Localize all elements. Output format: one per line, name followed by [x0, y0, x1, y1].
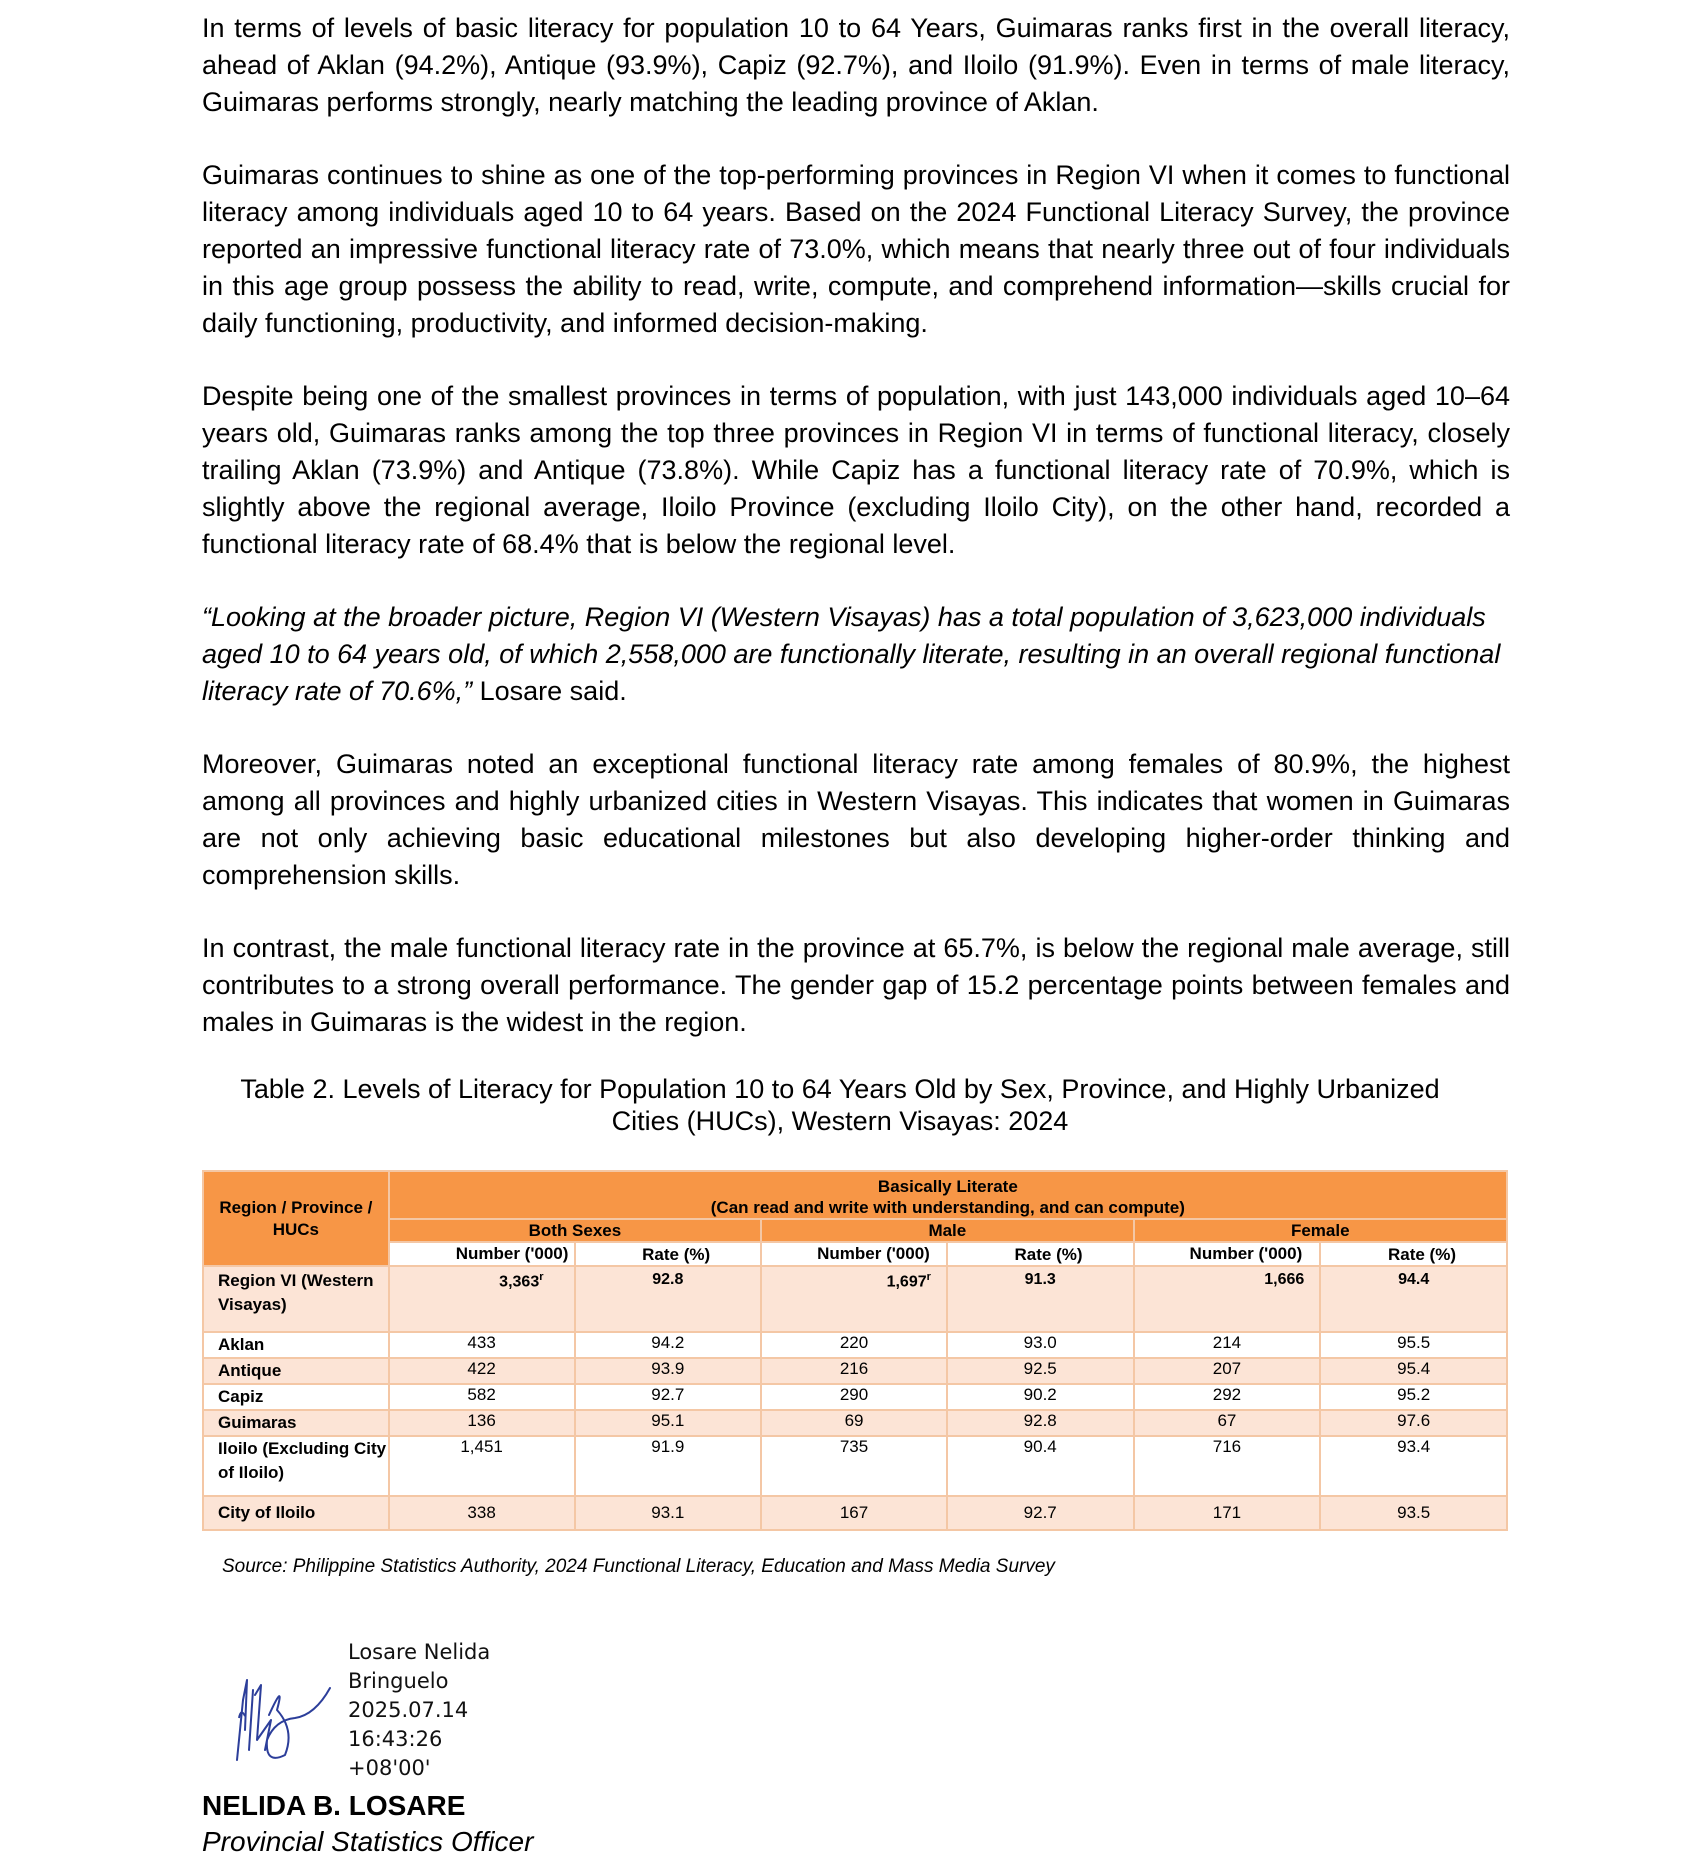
- signer-name: NELIDA B. LOSARE: [202, 1790, 466, 1821]
- cell: 91.9: [575, 1436, 762, 1496]
- cell: 90.4: [947, 1436, 1134, 1496]
- male-header: Male: [761, 1219, 1133, 1242]
- row-label-city-of-iloilo: City of Iloilo: [203, 1496, 389, 1530]
- cell: 1,451: [389, 1436, 575, 1496]
- cell: 214: [1134, 1332, 1321, 1358]
- document-body: [202, 10, 1510, 1077]
- cell: 220: [761, 1332, 947, 1358]
- table-caption-line1: Table 2. Levels of Literacy for Population 10 to 64 Years Old by Sex, Province, and Highly Urbanized: [240, 1074, 1440, 1104]
- col-rate-both: Rate (%): [575, 1242, 762, 1266]
- table-row: [203, 1358, 1507, 1384]
- cell: 69: [761, 1410, 947, 1436]
- table-row: [203, 1384, 1507, 1410]
- region-both-number: 3,363$^r$: [389, 1266, 575, 1332]
- col-rate-female: Rate (%): [1320, 1242, 1507, 1266]
- col-number-male: Number ('000): [761, 1242, 947, 1266]
- signature-line: Losare Nelida: [348, 1640, 491, 1664]
- table-row-region: [203, 1266, 1507, 1332]
- table-row: [203, 1410, 1507, 1436]
- region-female-number: 1,666: [1134, 1266, 1321, 1332]
- cell: 93.4: [1320, 1436, 1507, 1496]
- paragraph-population-ranking: Despite being one of the smallest provinces in terms of population, with just 143,000 individuals aged 10–64 years old, Guimaras ranks among the top three provinces in Region VI in terms of functional literacy, closely trailing Aklan (73.9%) and Antique (73.8%). While Capiz has a functional literacy rate of 70.9%, which is slightly above the regional average, Iloilo Province (excluding Iloilo City), on the other hand, recorded a functional literacy rate of 68.4% that is below the regional level.: [202, 381, 1510, 559]
- table-source-note: Source: Philippine Statistics Authority, 2024 Functional Literacy, Education and Mass Media Survey: [222, 1556, 1055, 1577]
- cell: 292: [1134, 1384, 1321, 1410]
- cell: 93.1: [575, 1496, 762, 1530]
- cell: 167: [761, 1496, 947, 1530]
- table-caption-line2: Cities (HUCs), Western Visayas: 2024: [611, 1106, 1069, 1136]
- cell: 93.9: [575, 1358, 762, 1384]
- digital-signature-block: [348, 1638, 490, 1783]
- row-label-iloilo: Iloilo (Excluding City of Iloilo): [203, 1436, 389, 1496]
- row-label-guimaras: Guimaras: [203, 1410, 389, 1436]
- cell: 92.8: [947, 1410, 1134, 1436]
- paragraph-female-literacy: Moreover, Guimaras noted an exceptional functional literacy rate among females of 80.9%, the highest among all provinces and highly urbanized cities in Western Visayas. This indicates that women in Guimaras are not only achieving basic educational milestones but also developing higher-order thinking and comprehension skills.: [202, 749, 1510, 890]
- cell: 92.7: [947, 1496, 1134, 1530]
- cell: 95.4: [1320, 1358, 1507, 1384]
- cell: 93.5: [1320, 1496, 1507, 1530]
- group-header-cell: [389, 1171, 1507, 1219]
- both-sexes-header: Both Sexes: [389, 1219, 761, 1242]
- literacy-table: [202, 1170, 1508, 1531]
- signature-timezone: +08'00': [348, 1756, 431, 1780]
- cell: 216: [761, 1358, 947, 1384]
- row-header-cell: Region / Province / HUCs: [203, 1171, 389, 1266]
- paragraph-quote: [202, 599, 1510, 710]
- region-female-rate: 94.4: [1320, 1266, 1507, 1332]
- signer-title: Provincial Statistics Officer: [202, 1826, 534, 1857]
- col-number-both: Number ('000): [389, 1242, 575, 1266]
- cell: 171: [1134, 1496, 1321, 1530]
- table-caption: [190, 1073, 1490, 1137]
- cell: 95.1: [575, 1410, 762, 1436]
- cell: 95.5: [1320, 1332, 1507, 1358]
- group-header: Basically Literate: [877, 1177, 1018, 1196]
- row-label-capiz: Capiz: [203, 1384, 389, 1410]
- col-rate-male: Rate (%): [947, 1242, 1134, 1266]
- table-row: [203, 1332, 1507, 1358]
- table-row-huc: [203, 1496, 1507, 1530]
- female-header: Female: [1134, 1219, 1507, 1242]
- cell: 422: [389, 1358, 575, 1384]
- cell: 136: [389, 1410, 575, 1436]
- cell: 207: [1134, 1358, 1321, 1384]
- cell: 90.2: [947, 1384, 1134, 1410]
- paragraph-male-literacy: In contrast, the male functional literacy rate in the province at 65.7%, is below the regional male average, still contributes to a strong overall performance. The gender gap of 15.2 percentage points between females and males in Guimaras is the widest in the region.: [202, 933, 1510, 1037]
- col-number-female: Number ('000): [1134, 1242, 1321, 1266]
- cell: 290: [761, 1384, 947, 1410]
- table-row: [203, 1436, 1507, 1496]
- region-both-rate: 92.8: [575, 1266, 762, 1332]
- region-label: Region VI (Western Visayas): [203, 1266, 389, 1332]
- signature-time: 16:43:26: [348, 1727, 443, 1751]
- cell: 716: [1134, 1436, 1321, 1496]
- region-male-rate: 91.3: [947, 1266, 1134, 1332]
- group-subheader: (Can read and write with understanding, and can compute): [710, 1198, 1185, 1217]
- quote-attribution: Losare said.: [472, 676, 627, 706]
- row-label-aklan: Aklan: [203, 1332, 389, 1358]
- paragraph-basic-literacy: In terms of levels of basic literacy for population 10 to 64 Years, Guimaras ranks first in the overall literacy, ahead of Aklan (94.2%), Antique (93.9%), Capiz (92.7%), and Iloilo (91.9%). Even in terms of male literacy, Guimaras performs strongly, nearly matching the leading province of Aklan.: [202, 13, 1510, 117]
- cell: 67: [1134, 1410, 1321, 1436]
- cell: 94.2: [575, 1332, 762, 1358]
- signature-date: 2025.07.14: [348, 1698, 469, 1722]
- quote-text: “Looking at the broader picture, Region VI (Western Visayas) has a total population of 3,623,000 individuals aged 10 to 64 years old, of which 2,558,000 are functionally literate, resulting in an overall regional functional literacy rate of 70.6%,”: [202, 602, 1501, 706]
- cell: 95.2: [1320, 1384, 1507, 1410]
- signature-scribble-icon: [225, 1660, 345, 1770]
- signature-line: Bringuelo: [348, 1669, 449, 1693]
- cell: 735: [761, 1436, 947, 1496]
- cell: 582: [389, 1384, 575, 1410]
- cell: 433: [389, 1332, 575, 1358]
- paragraph-functional-literacy: Guimaras continues to shine as one of the top-performing provinces in Region VI when it comes to functional literacy among individuals aged 10 to 64 years. Based on the 2024 Functional Literacy Survey, the province reported an impressive functional literacy rate of 73.0%, which means that nearly three out of four individuals in this age group possess the ability to read, write, compute, and comprehend information—skills crucial for daily functioning, productivity, and informed decision-making.: [202, 160, 1510, 338]
- cell: 92.7: [575, 1384, 762, 1410]
- cell: 338: [389, 1496, 575, 1530]
- cell: 92.5: [947, 1358, 1134, 1384]
- region-male-number: 1,697$^r$: [761, 1266, 947, 1332]
- cell: 97.6: [1320, 1410, 1507, 1436]
- row-label-antique: Antique: [203, 1358, 389, 1384]
- cell: 93.0: [947, 1332, 1134, 1358]
